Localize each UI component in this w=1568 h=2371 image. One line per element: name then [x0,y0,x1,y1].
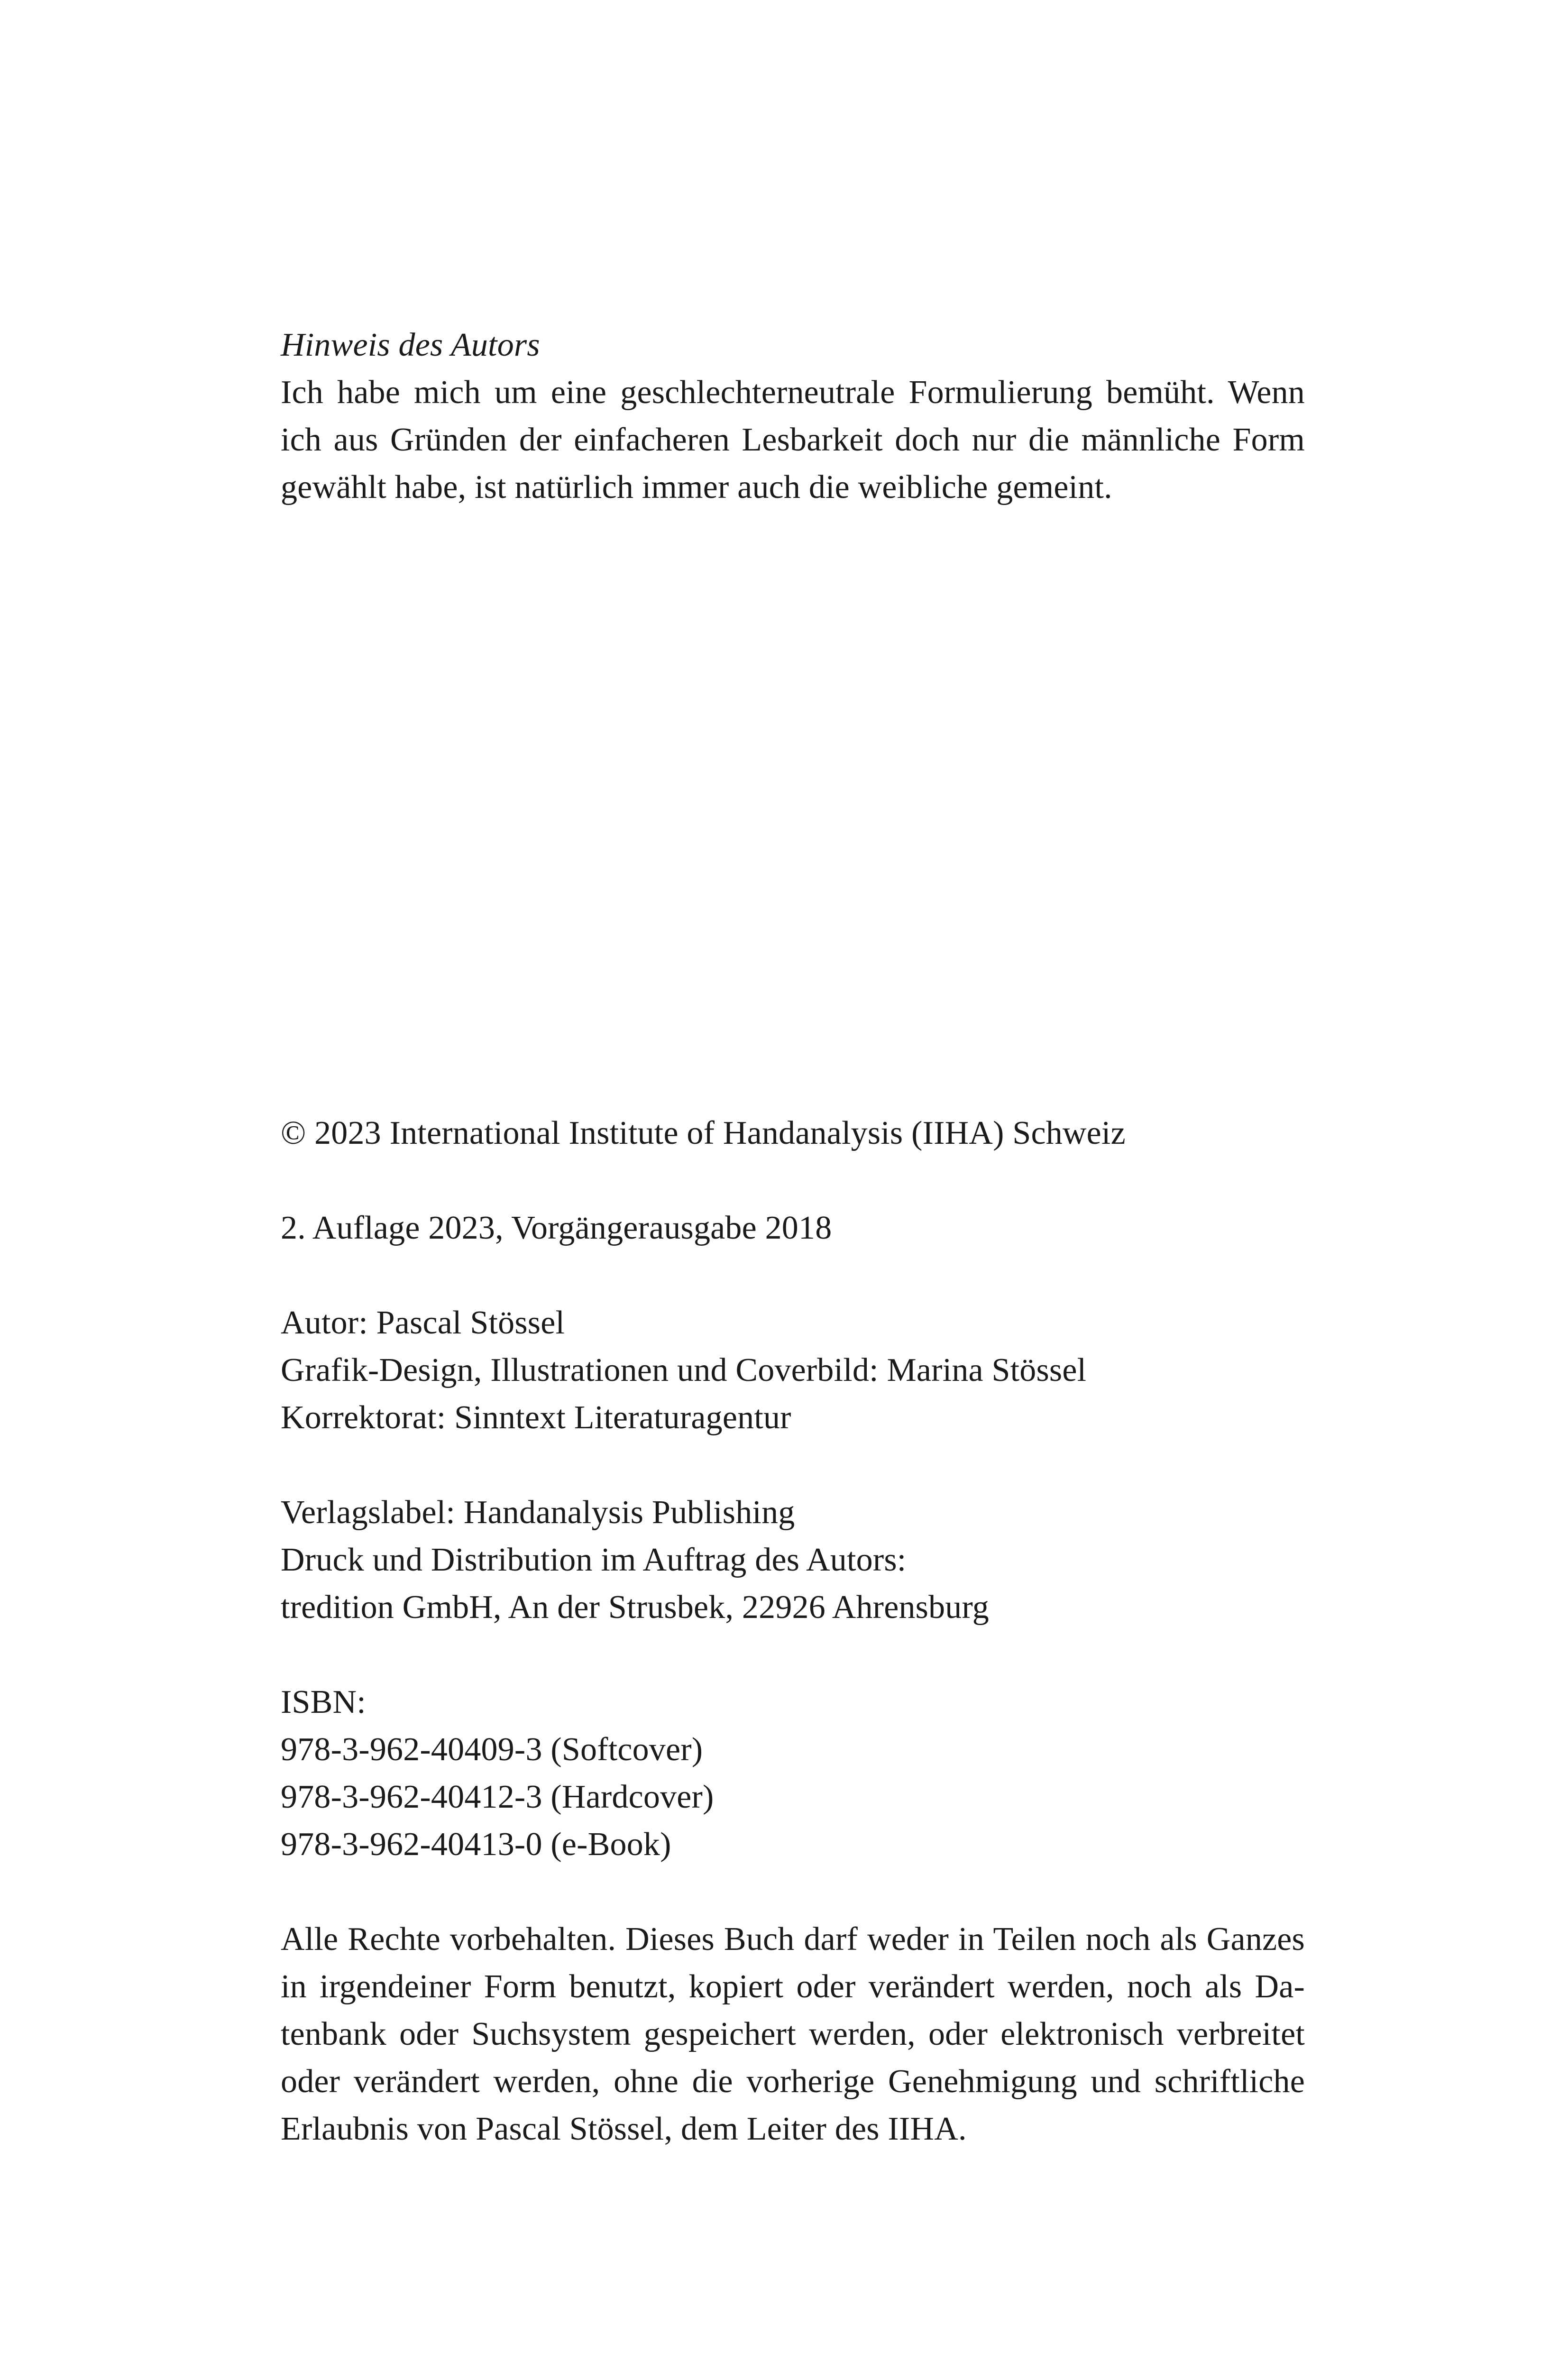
edition-info [281,1204,1305,1252]
publisher-label: Verlagslabel: Handanalysis Publishing [281,1494,795,1531]
rights-line: tenbank oder Suchsystem gespeichert werden, oder elektronisch verbreitet [281,2016,1305,2052]
isbn-heading: ISBN: [281,1684,366,1720]
author-note-line: ich aus Gründen der einfacheren Lesbarkeit doch nur die männliche Form [281,422,1305,458]
edition-text: 2. Auflage 2023, Vorgängerausgabe 2018 [281,1210,832,1246]
rights-line: in irgendeiner Form benutzt, kopiert oder verändert werden, noch als Da- [281,1968,1305,2005]
author-note-heading: Hinweis des Autors [281,327,540,363]
isbn-list [281,1679,1305,1868]
isbn-ebook: 978-3-962-40413-0 (e-Book) [281,1826,671,1863]
rights-line: oder verändert werden, ohne die vorherige Genehmigung und schriftliche [281,2063,1305,2100]
rights-line: Alle Rechte vorbehalten. Dieses Buch darf weder in Teilen noch als Ganzes [281,1921,1305,1957]
isbn-hardcover: 978-3-962-40412-3 (Hardcover) [281,1779,714,1815]
credits [281,1299,1305,1442]
rights-notice [281,1916,1305,2153]
rights-line: Erlaubnis von Pascal Stössel, dem Leiter des IIHA. [281,2111,967,2147]
publisher-distribution: Druck und Distribution im Auftrag des Autors: [281,1542,907,1578]
copyright-notice [281,1110,1305,1157]
credit-author: Autor: Pascal Stössel [281,1305,565,1341]
author-note-line: Ich habe mich um eine geschlechterneutrale Formulierung bemüht. Wenn [281,374,1305,411]
credit-design: Grafik-Design, Illustrationen und Coverbild: Marina Stössel [281,1352,1087,1388]
publisher-info [281,1489,1305,1631]
publisher-address: tredition GmbH, An der Strusbek, 22926 Ahrensburg [281,1589,989,1626]
author-note [281,322,1305,511]
isbn-softcover: 978-3-962-40409-3 (Softcover) [281,1731,703,1768]
credit-proofreading: Korrektorat: Sinntext Literaturagentur [281,1399,791,1436]
copyright-text: © 2023 International Institute of Handanalysis (IIHA) Schweiz [281,1115,1126,1151]
author-note-line: gewählt habe, ist natürlich immer auch die weibliche gemeint. [281,469,1112,505]
